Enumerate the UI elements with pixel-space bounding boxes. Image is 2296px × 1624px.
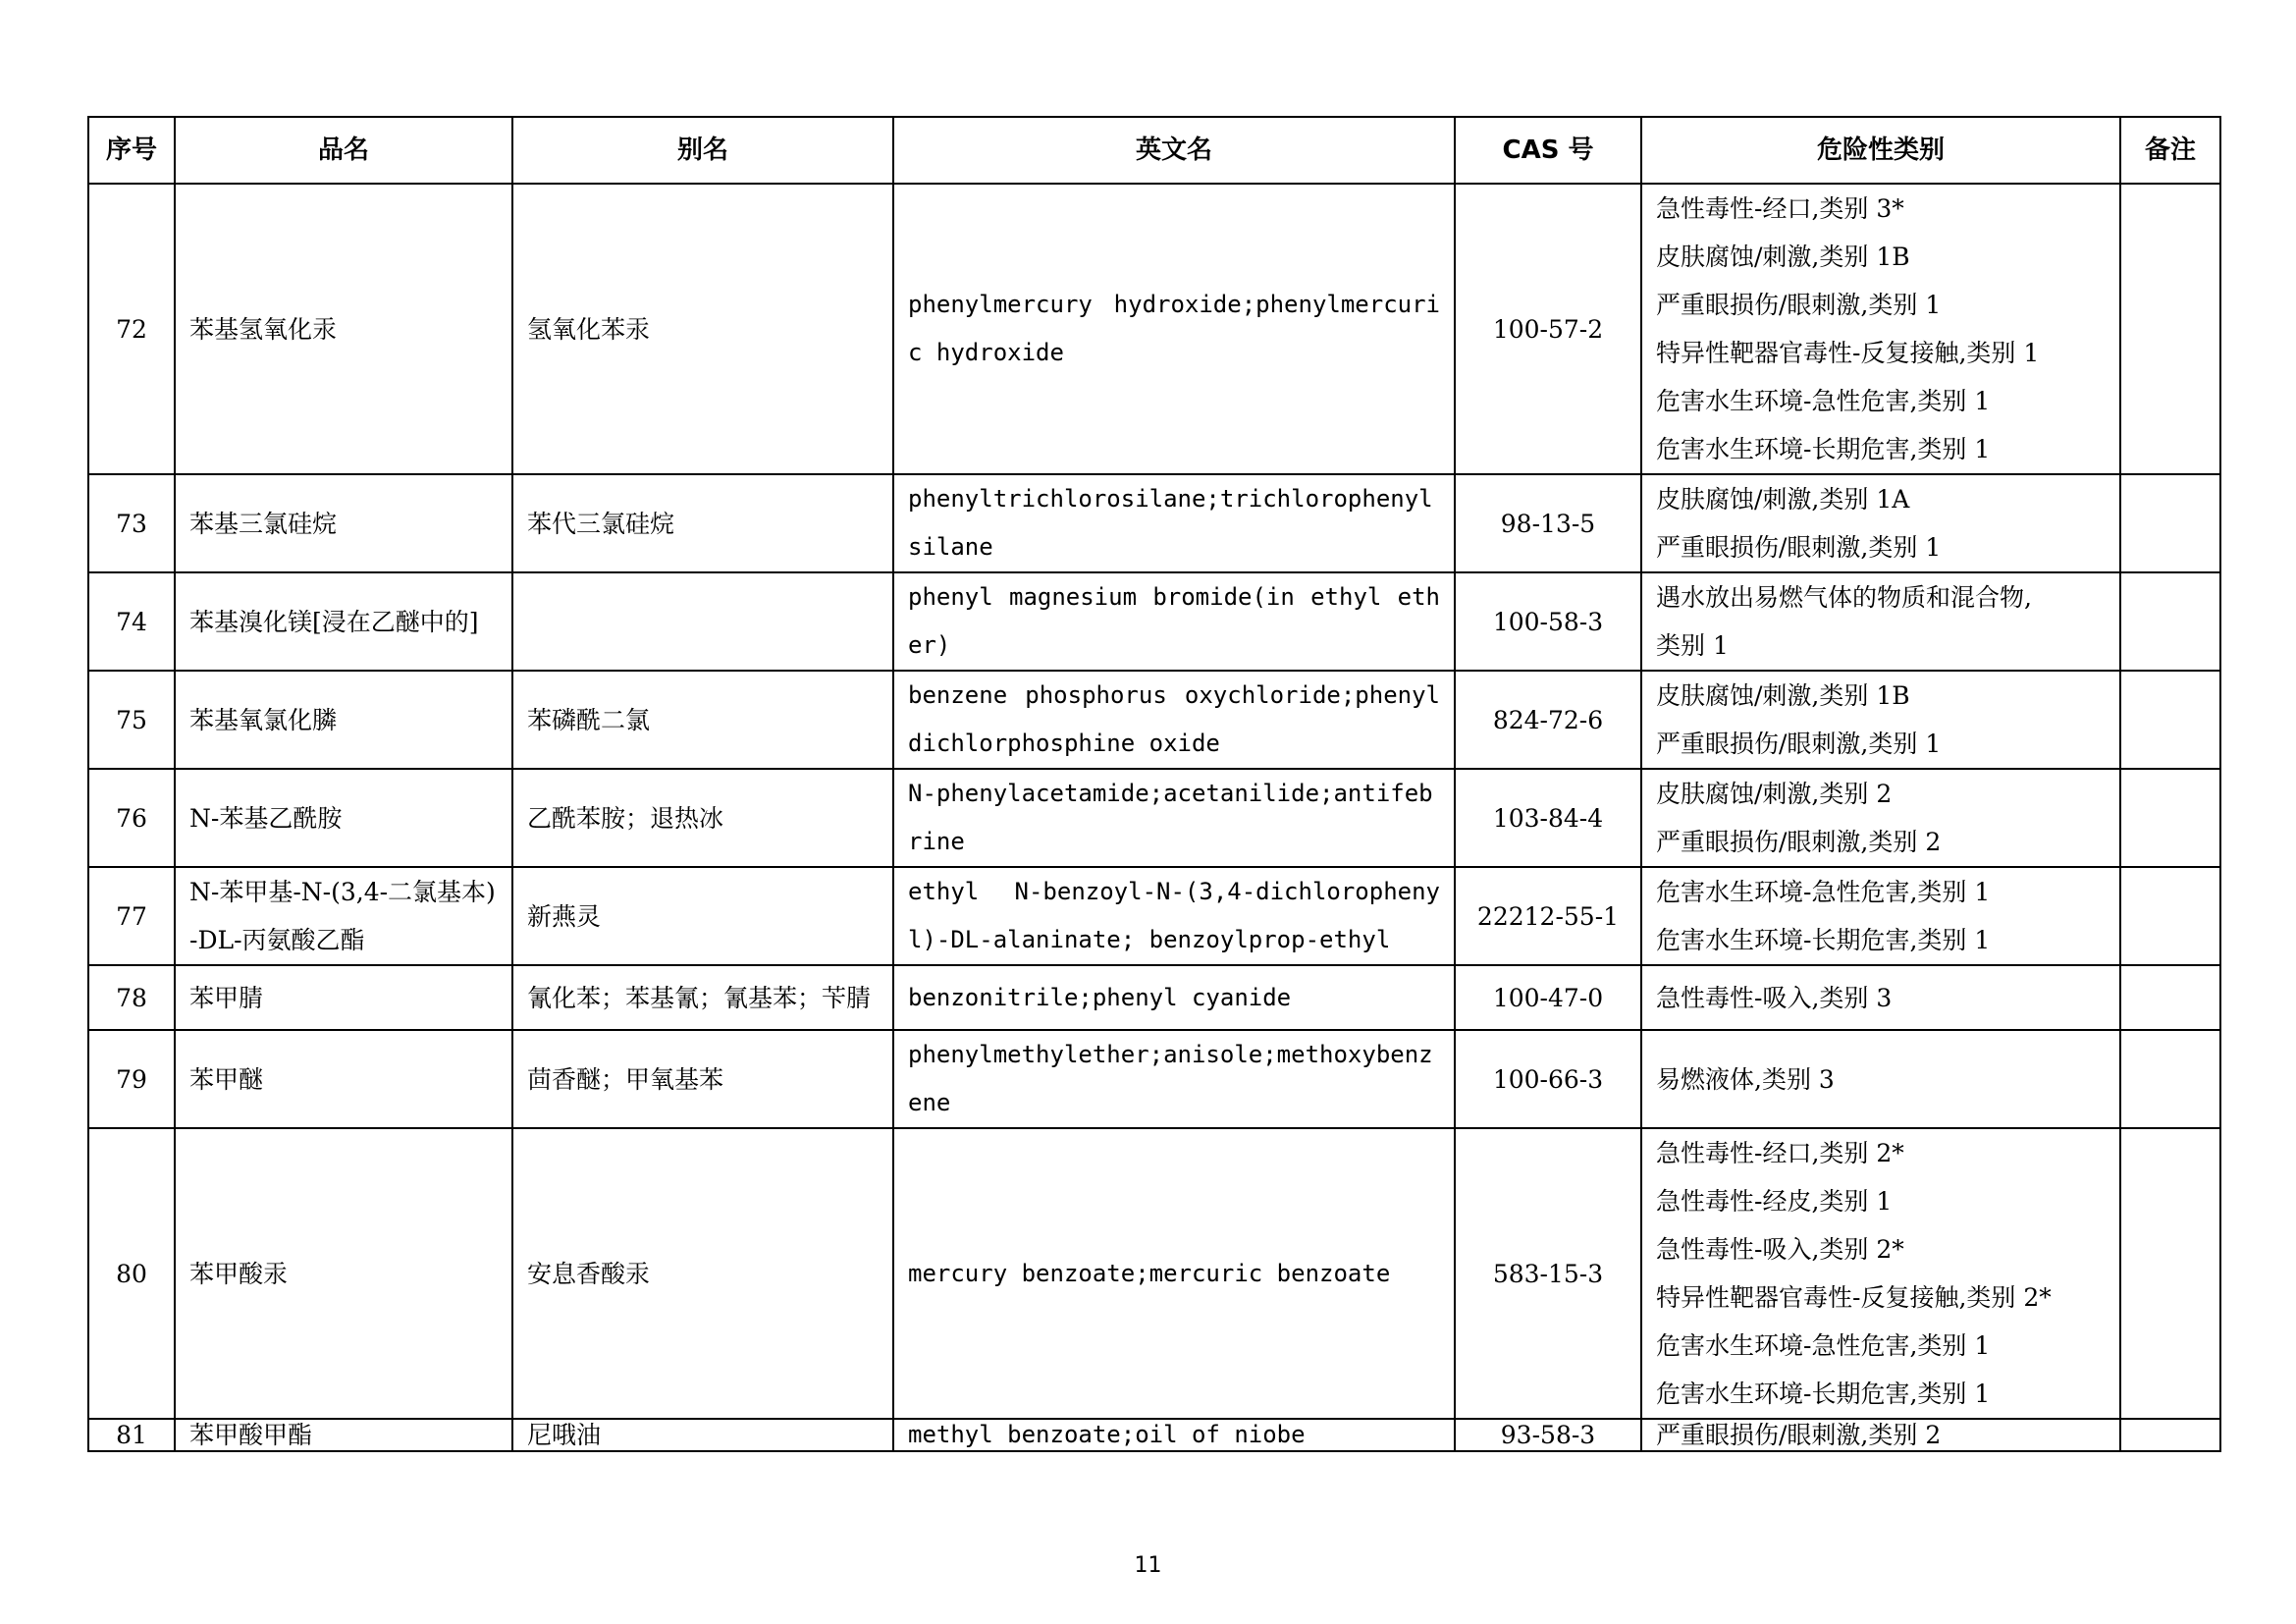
cell-name: 苯基氢氧化汞 xyxy=(175,184,512,474)
cell-remark xyxy=(2120,184,2220,474)
cell-name: N-苯甲基-N-(3,4-二氯基本)-DL-丙氨酸乙酯 xyxy=(175,867,512,965)
table-row xyxy=(88,184,2220,474)
cell-alias: 苯代三氯硅烷 xyxy=(512,474,893,572)
cell-remark xyxy=(2120,1419,2220,1451)
cell-hazard-class xyxy=(1641,867,2120,965)
cell-english-name: benzene phosphorus oxychloride;phenyl dichlorphosphine oxide xyxy=(893,671,1455,769)
cell-hazard-class xyxy=(1641,1419,2120,1451)
cell-hazard-class xyxy=(1641,1128,2120,1419)
cell-no: 78 xyxy=(88,965,175,1030)
cell-no: 75 xyxy=(88,671,175,769)
cell-name: 苯基氧氯化膦 xyxy=(175,671,512,769)
table-row xyxy=(88,671,2220,769)
cell-cas-number: 98-13-5 xyxy=(1455,474,1641,572)
hazard-class-line: 急性毒性-经口,类别 3* xyxy=(1656,194,1904,223)
cell-english-name: phenylmercury hydroxide;phenylmercuric hydroxide xyxy=(893,184,1455,474)
table-row xyxy=(88,867,2220,965)
cell-remark xyxy=(2120,671,2220,769)
hazard-class-line: 急性毒性-吸入,类别 3 xyxy=(1656,983,1893,1012)
cell-no: 72 xyxy=(88,184,175,474)
hazard-class-line: 危害水生环境-长期危害,类别 1 xyxy=(1656,435,1991,463)
cell-hazard-class xyxy=(1641,572,2120,671)
cell-alias: 乙酰苯胺；退热冰 xyxy=(512,769,893,867)
cell-english-name: ethyl N-benzoyl-N-(3,4-dichlorophenyl)-DL-alaninate; benzoylprop-ethyl xyxy=(893,867,1455,965)
cell-no: 80 xyxy=(88,1128,175,1419)
hazard-class-line: 严重眼损伤/眼刺激,类别 1 xyxy=(1656,533,1942,562)
cell-hazard-class xyxy=(1641,965,2120,1030)
hazard-class-line: 严重眼损伤/眼刺激,类别 1 xyxy=(1656,730,1942,758)
header-hazard-class: 危险性类别 xyxy=(1641,117,2120,184)
cell-english-name: mercury benzoate;mercuric benzoate xyxy=(893,1128,1455,1419)
cell-no: 79 xyxy=(88,1030,175,1128)
hazard-class-line: 皮肤腐蚀/刺激,类别 2 xyxy=(1656,780,1893,808)
hazard-class-line: 危害水生环境-急性危害,类别 1 xyxy=(1656,1331,1991,1360)
cell-alias: 新燕灵 xyxy=(512,867,893,965)
hazard-class-line: 遇水放出易燃气体的物质和混合物, xyxy=(1656,583,2032,612)
cell-english-name: methyl benzoate;oil of niobe xyxy=(893,1419,1455,1451)
header-english-name: 英文名 xyxy=(893,117,1455,184)
table-row xyxy=(88,1030,2220,1128)
table-row xyxy=(88,1128,2220,1419)
cell-name: 苯甲醚 xyxy=(175,1030,512,1128)
hazard-class-line: 特异性靶器官毒性-反复接触,类别 2* xyxy=(1656,1283,2052,1312)
cell-name: 苯基三氯硅烷 xyxy=(175,474,512,572)
cell-cas-number: 93-58-3 xyxy=(1455,1419,1641,1451)
cell-english-name: benzonitrile;phenyl cyanide xyxy=(893,965,1455,1030)
cell-name: 苯甲腈 xyxy=(175,965,512,1030)
cell-remark xyxy=(2120,1128,2220,1419)
cell-english-name: N-phenylacetamide;acetanilide;antifebrine xyxy=(893,769,1455,867)
hazard-class-line: 危害水生环境-长期危害,类别 1 xyxy=(1656,926,1991,954)
cell-hazard-class xyxy=(1641,671,2120,769)
hazard-class-line: 类别 1 xyxy=(1656,631,1729,660)
hazard-class-line: 危害水生环境-急性危害,类别 1 xyxy=(1656,878,1991,906)
cell-name: 苯基溴化镁[浸在乙醚中的] xyxy=(175,572,512,671)
cell-english-name: phenylmethylether;anisole;methoxybenzene xyxy=(893,1030,1455,1128)
header-cas-number: CAS 号 xyxy=(1455,117,1641,184)
table-row xyxy=(88,965,2220,1030)
cell-alias: 茴香醚；甲氧基苯 xyxy=(512,1030,893,1128)
hazard-class-line: 特异性靶器官毒性-反复接触,类别 1 xyxy=(1656,339,2040,367)
cell-alias xyxy=(512,572,893,671)
cell-cas-number: 824-72-6 xyxy=(1455,671,1641,769)
table-row xyxy=(88,572,2220,671)
cell-no: 73 xyxy=(88,474,175,572)
hazard-class-line: 皮肤腐蚀/刺激,类别 1B xyxy=(1656,243,1910,271)
cell-alias: 尼哦油 xyxy=(512,1419,893,1451)
hazardous-chemicals-table xyxy=(87,116,2221,1452)
cell-no: 77 xyxy=(88,867,175,965)
cell-alias: 氰化苯；苯基氰；氰基苯；苄腈 xyxy=(512,965,893,1030)
cell-cas-number: 103-84-4 xyxy=(1455,769,1641,867)
cell-cas-number: 100-58-3 xyxy=(1455,572,1641,671)
hazard-class-line: 危害水生环境-急性危害,类别 1 xyxy=(1656,387,1991,415)
hazard-class-line: 严重眼损伤/眼刺激,类别 1 xyxy=(1656,291,1942,319)
page-number: 11 xyxy=(1134,1553,1162,1578)
cell-remark xyxy=(2120,769,2220,867)
cell-hazard-class xyxy=(1641,1030,2120,1128)
cell-remark xyxy=(2120,572,2220,671)
cell-name: N-苯基乙酰胺 xyxy=(175,769,512,867)
hazard-class-line: 急性毒性-吸入,类别 2* xyxy=(1656,1235,1904,1264)
cell-cas-number: 100-57-2 xyxy=(1455,184,1641,474)
table-row xyxy=(88,474,2220,572)
cell-cas-number: 100-66-3 xyxy=(1455,1030,1641,1128)
cell-cas-number: 583-15-3 xyxy=(1455,1128,1641,1419)
cell-remark xyxy=(2120,1030,2220,1128)
hazard-class-line: 危害水生环境-长期危害,类别 1 xyxy=(1656,1380,1991,1408)
cell-no: 76 xyxy=(88,769,175,867)
cell-alias: 氢氧化苯汞 xyxy=(512,184,893,474)
cell-hazard-class xyxy=(1641,474,2120,572)
cell-remark xyxy=(2120,474,2220,572)
hazard-class-line: 急性毒性-经皮,类别 1 xyxy=(1656,1187,1893,1216)
cell-cas-number: 22212-55-1 xyxy=(1455,867,1641,965)
cell-name: 苯甲酸汞 xyxy=(175,1128,512,1419)
cell-alias: 安息香酸汞 xyxy=(512,1128,893,1419)
header-name: 品名 xyxy=(175,117,512,184)
table-row xyxy=(88,1419,2220,1451)
header-alias: 别名 xyxy=(512,117,893,184)
cell-remark xyxy=(2120,965,2220,1030)
cell-hazard-class xyxy=(1641,184,2120,474)
cell-english-name: phenyltrichlorosilane;trichlorophenyl silane xyxy=(893,474,1455,572)
table-body xyxy=(88,184,2220,1451)
cell-alias: 苯磷酰二氯 xyxy=(512,671,893,769)
cell-no: 74 xyxy=(88,572,175,671)
hazard-class-line: 严重眼损伤/眼刺激,类别 2 xyxy=(1656,828,1942,856)
cell-no: 81 xyxy=(88,1419,175,1451)
cell-name: 苯甲酸甲酯 xyxy=(175,1419,512,1451)
header-no: 序号 xyxy=(88,117,175,184)
cell-remark xyxy=(2120,867,2220,965)
table-header-row xyxy=(88,117,2220,184)
cell-hazard-class xyxy=(1641,769,2120,867)
hazard-class-line: 急性毒性-经口,类别 2* xyxy=(1656,1139,1904,1167)
hazard-class-line: 皮肤腐蚀/刺激,类别 1A xyxy=(1656,485,1910,514)
hazard-class-line: 易燃液体,类别 3 xyxy=(1656,1064,1835,1094)
hazard-class-line: 严重眼损伤/眼刺激,类别 2 xyxy=(1656,1421,1942,1449)
cell-cas-number: 100-47-0 xyxy=(1455,965,1641,1030)
header-remark: 备注 xyxy=(2120,117,2220,184)
hazard-class-line: 皮肤腐蚀/刺激,类别 1B xyxy=(1656,681,1910,710)
table-row xyxy=(88,769,2220,867)
cell-english-name: phenyl magnesium bromide(in ethyl ether) xyxy=(893,572,1455,671)
